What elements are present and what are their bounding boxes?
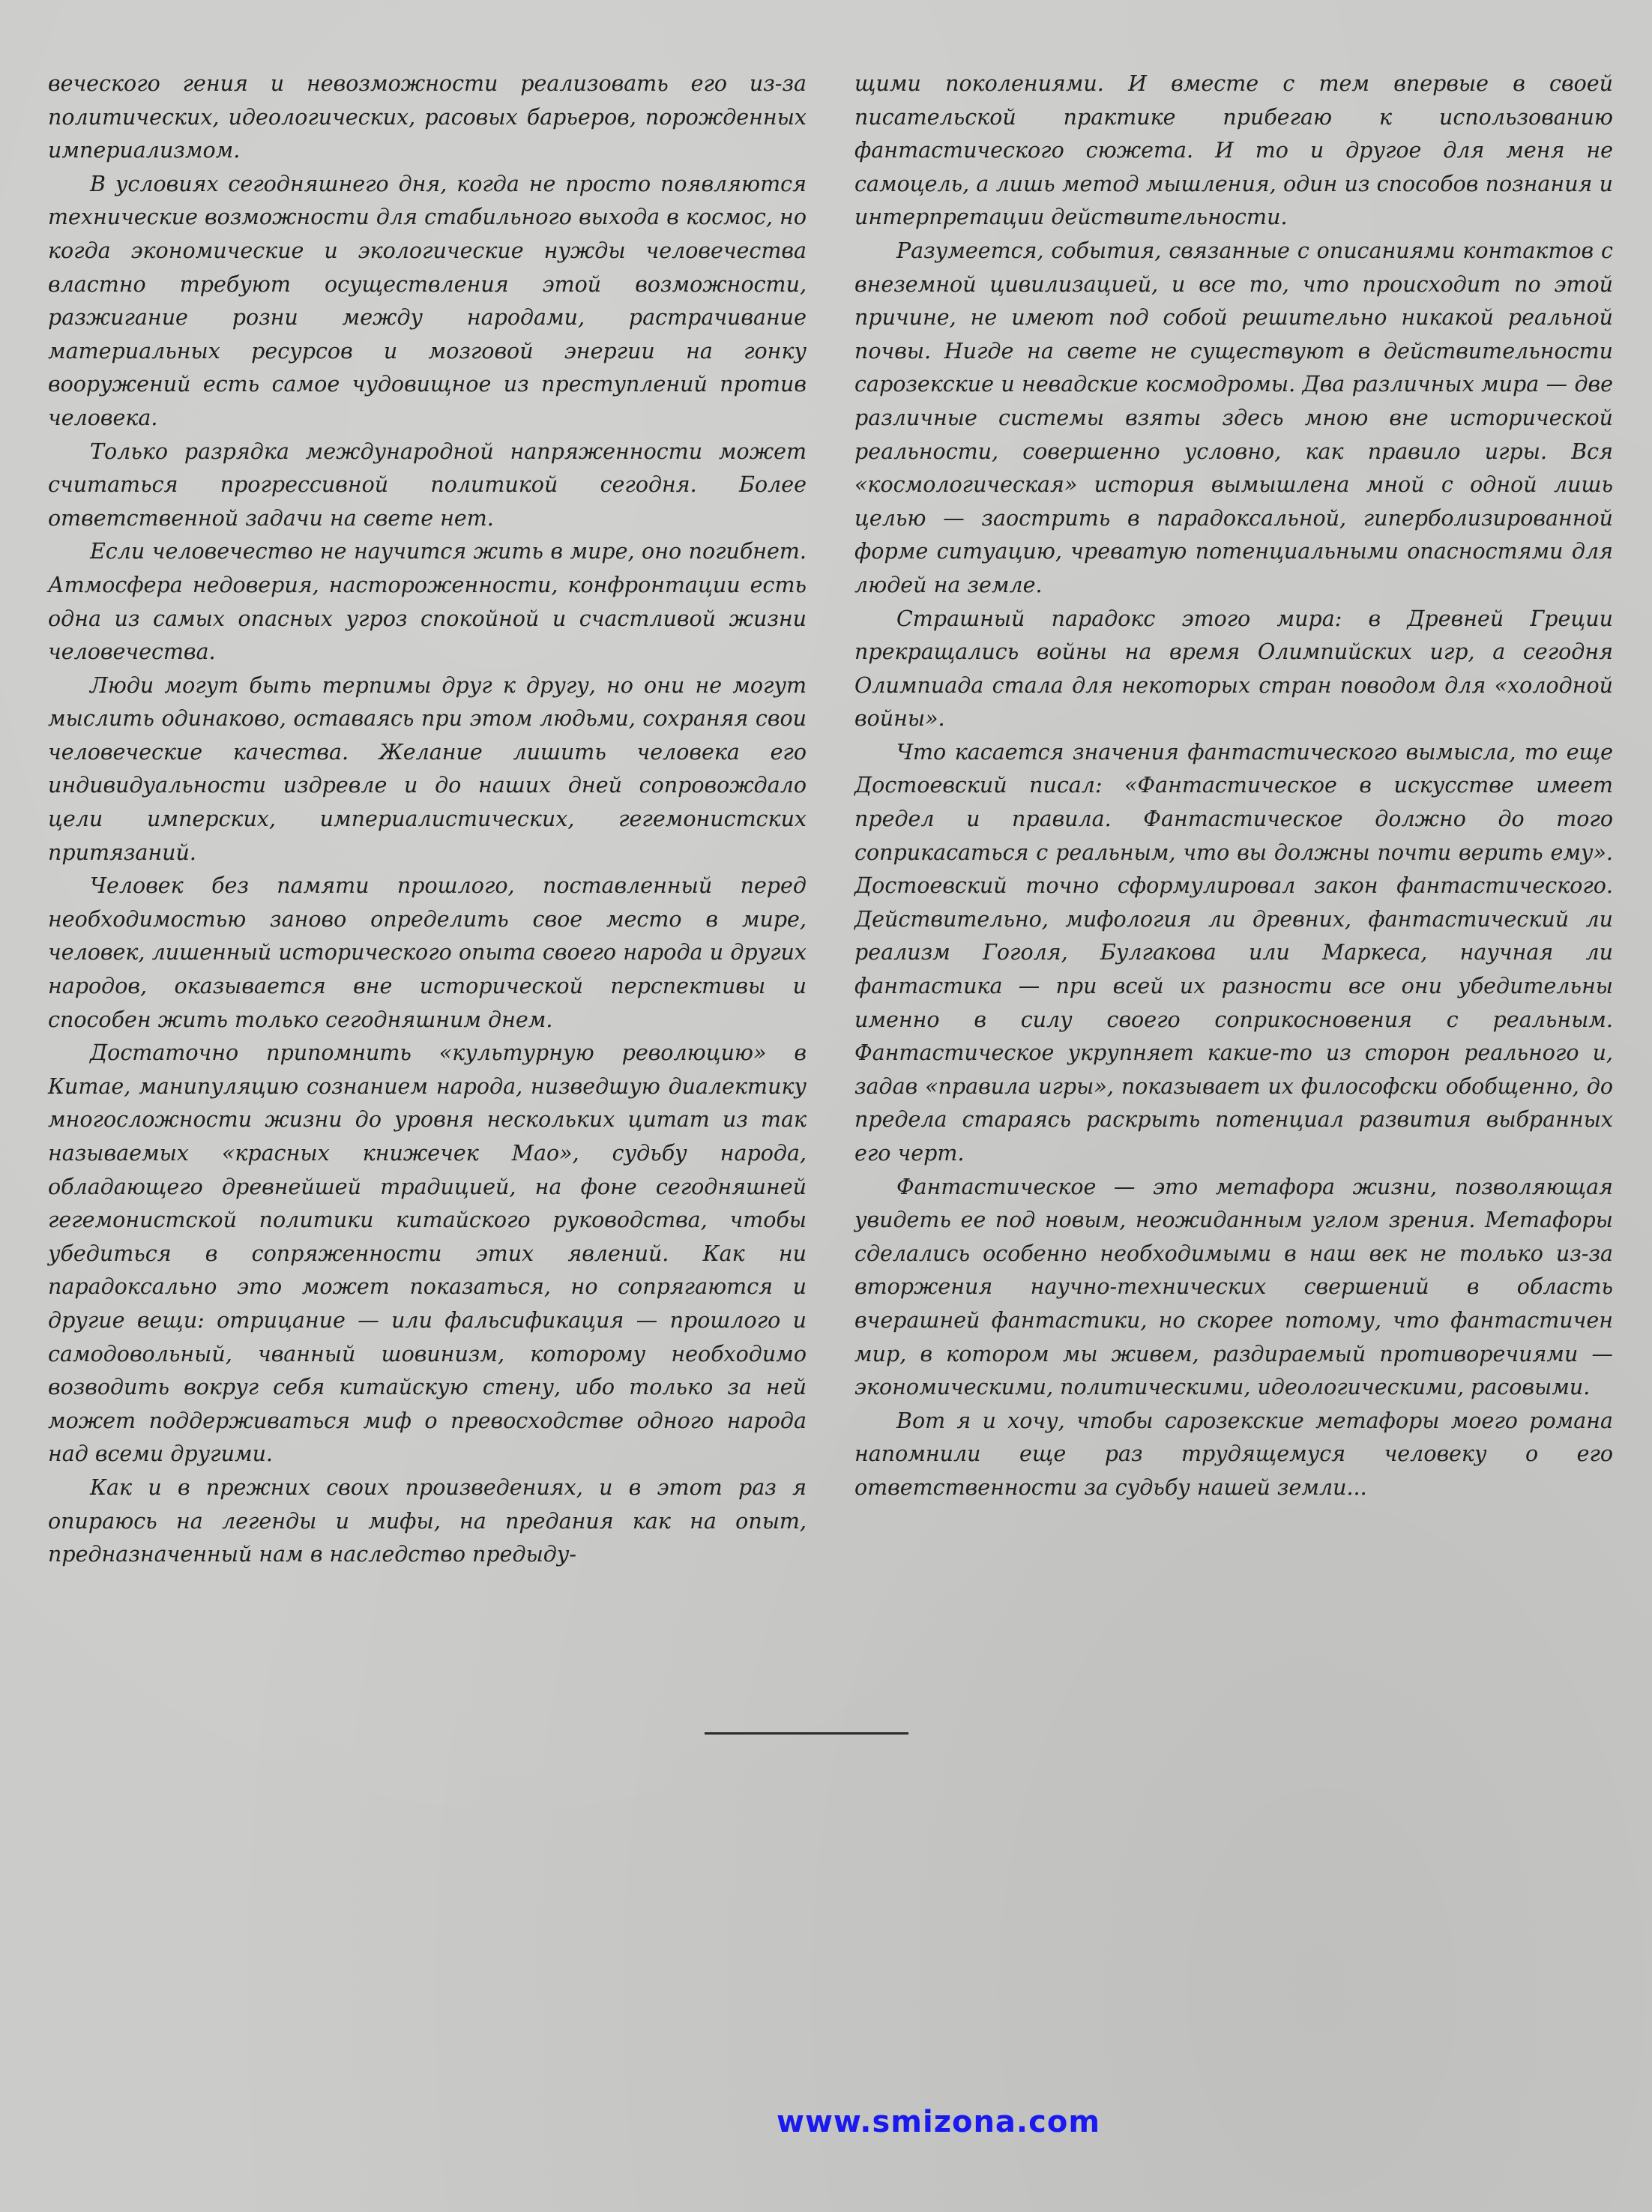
paragraph: Человек без памяти прошлого, поставленный перед необходимостью заново определить свое место в мире, человек, лишенный исторического опыта своего народа и других народов, оказывается вне исторической перспективы и способен жить только сегодняшним днем. [48, 873, 807, 1032]
paragraph: Разумеется, события, связанные с описаниями контактов с внеземной цивилизацией, и все то, что происходит по этой причине, не имеют под собой решительно никакой реальной почвы. Нигде на свете не существуют в действительности сарозекские и невадские космодромы. Два различных мира — две различные системы взяты здесь мною вне исторической реальности, совершенно условно, как правило игры. Вся «космологическая» история вымышлена мной с одной лишь целью — заострить в парадоксальной, гиперболизированной форме ситуацию, чреватую потенциальными опасностями для людей на земле. [854, 238, 1613, 597]
paragraph: Вот я и хочу, чтобы сарозекские метафоры моего романа напомнили еще раз трудящемуся человеку о его ответственности за судьбу нашей земли... [854, 1408, 1613, 1500]
paragraph: Фантастическое — это метафора жизни, позволяющая увидеть ее под новым, неожиданным углом зрения. Метафоры сделались особенно необходимыми в наш век не только из-за вторжения научно-технических свершений в область вчерашней фантастики, но скорее потому, что фантастичен мир, в котором мы живем, раздираемый противоречиями — экономическими, политическими, идеологическими, расовыми. [854, 1174, 1613, 1400]
paragraph: Если человечество не научится жить в мире, оно погибнет. Атмосфера недоверия, настороженности, конфронтации есть одна из самых опасных угроз спокойной и счастливой жизни человечества. [48, 539, 807, 665]
paragraph: Достаточно припомнить «культурную революцию» в Китае, манипуляцию сознанием народа, низведшую диалектику многосложности жизни до уровня нескольких цитат из так называемых «красных книжечек Мао», судьбу народа, обладающего древнейшей традицией, на фоне сегодняшней гегемонистской политики китайского руководства, чтобы убедиться в сопряженности этих явлений. Как ни парадоксально это может показаться, но сопрягаются и другие вещи: отрицание — или фальсификация — прошлого и самодовольный, чванный шовинизм, которому необходимо возводить вокруг себя китайскую стену, ибо только за ней может поддерживаться миф о превосходстве одного народа над всеми другими. [48, 1040, 807, 1467]
paragraph: Страшный парадокс этого мира: в Древней Греции прекращались войны на время Олимпийских игр, а сегодня Олимпиада стала для некоторых стран поводом для «холодной войны». [854, 606, 1613, 732]
paragraph: В условиях сегодняшнего дня, когда не просто появляются технические возможности для стабильного выхода в космос, но когда экономические и экологические нужды человечества властно требуют осуществления этой возможности, разжигание розни между народами, растрачивание материальных ресурсов и мозговой энергии на гонку вооружений есть самое чудовищное из преступлений против человека. [48, 171, 807, 430]
paragraph: Только разрядка международной напряженности может считаться прогрессивной политикой сегодня. Более ответственной задачи на свете нет. [48, 439, 807, 531]
paragraph: щими поколениями. И вместе с тем впервые в своей писательской практике прибегаю к использованию фантастического сюжета. И то и другое для меня не самоцель, а лишь метод мышления, один из способов познания и интерпретации действительности. [854, 71, 1613, 230]
paragraph: Что касается значения фантастического вымысла, то еще Достоевский писал: «Фантастическое в искусстве имеет предел и правила. Фантастическое должно до того соприкасаться с реальным, что вы должны почти верить ему». Достоевский точно сформулировал закон фантастического. Действительно, мифология ли древних, фантастический ли реализм Гоголя, Булгакова или Маркеса, научная ли фантастика — при всей их разности все они убедительны именно в силу своего соприкосновения с реальным. Фантастическое укрупняет какие-то из сторон реального и, задав «правила игры», показывает их философски обобщенно, до предела стараясь раскрыть потенциал развития выбранных его черт. [854, 739, 1613, 1166]
end-divider [705, 1732, 908, 1735]
paragraph: Как и в прежних своих произведениях, и в этот раз я опираюсь на легенды и мифы, на предания как на опыт, предназначенный нам в наследство предыду- [48, 1474, 807, 1567]
watermark-link[interactable]: www.smizona.com [777, 2105, 1100, 2139]
right-column [854, 67, 1613, 1505]
paragraph: вечеcкого гения и невозможности реализовать его из-за политических, идеологических, расовых барьеров, порожденных империализмом. [48, 71, 807, 163]
paragraph: Люди могут быть терпимы друг к другу, но они не могут мыслить одинаково, оставаясь при этом людьми, сохраняя свои человеческие качества. Желание лишить человека его индивидуальности издревле и до наших дней сопровождало цели имперских, империалистических, гегемонистских притязаний. [48, 672, 807, 865]
left-column [48, 67, 807, 1572]
